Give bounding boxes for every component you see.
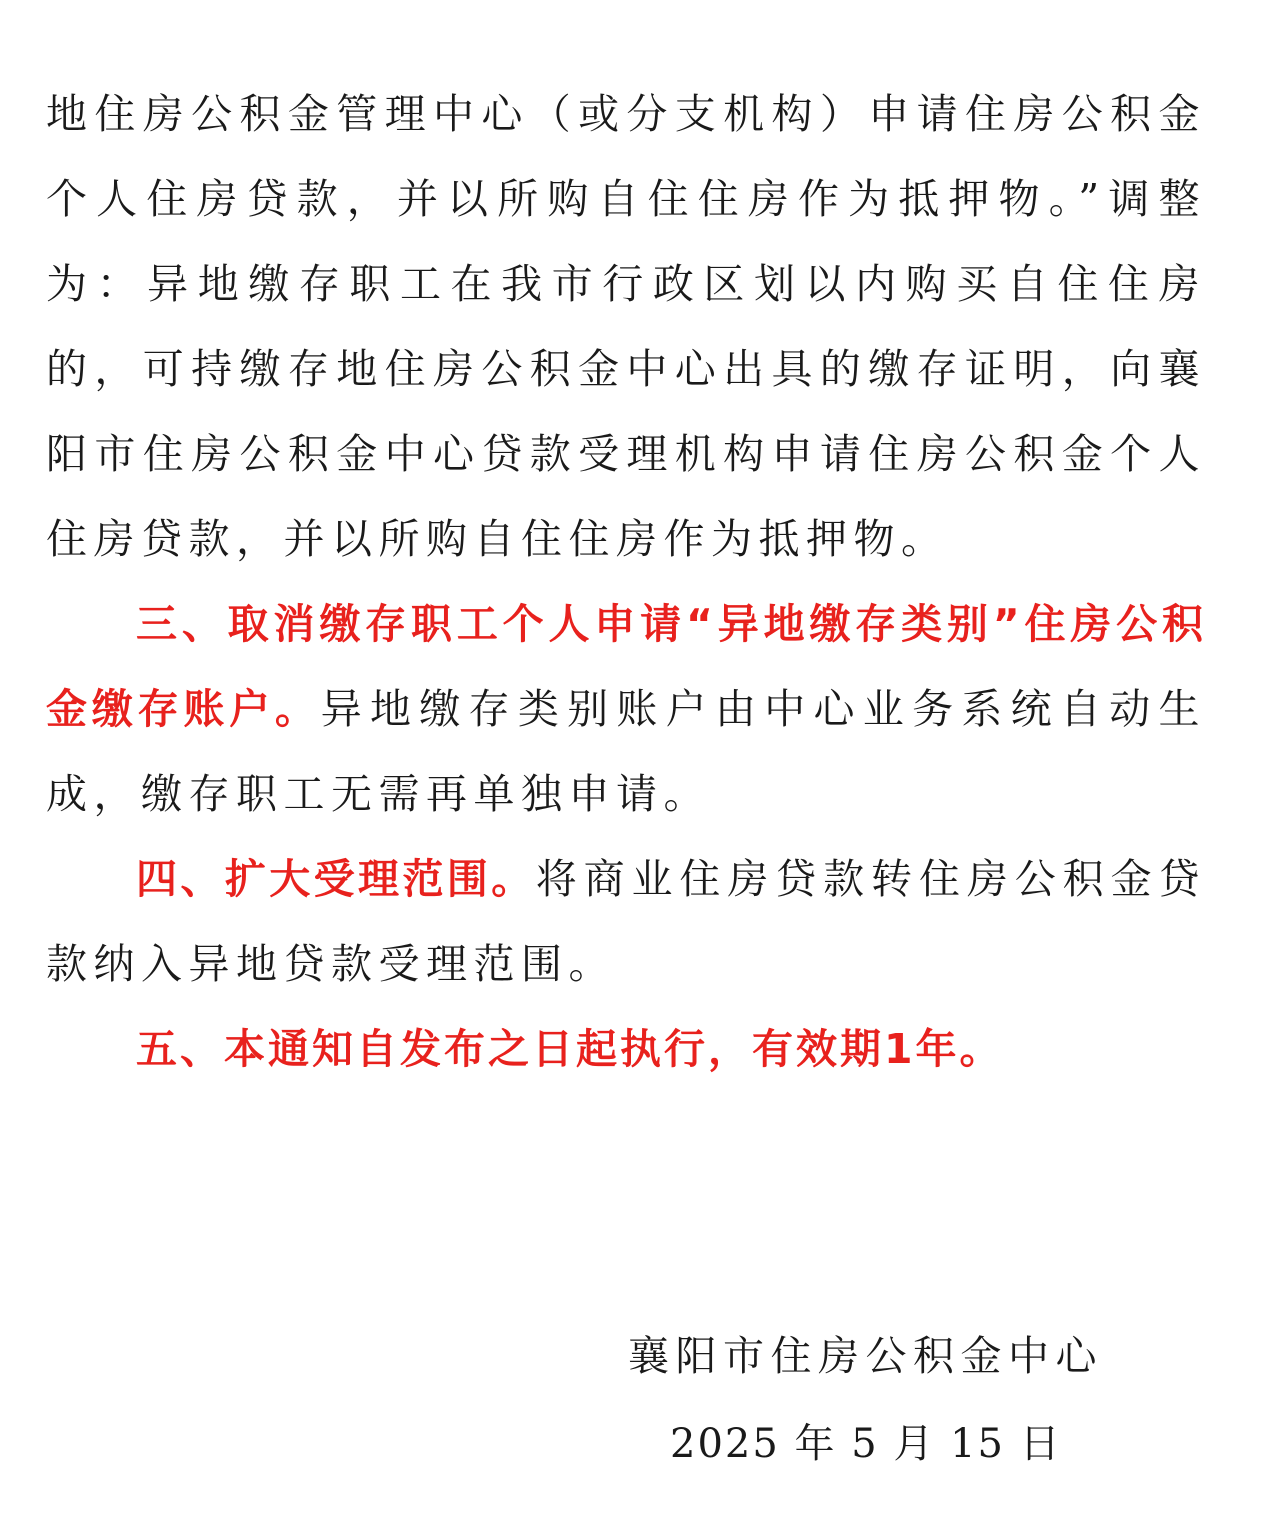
signature-organization: 襄阳市住房公积金中心 bbox=[628, 1332, 1103, 1380]
document-body bbox=[46, 72, 1206, 1092]
item-3-text: 异地缴存类别账户由中心业务系统自动生成，缴存职工无需再单独申请。 bbox=[46, 685, 1207, 818]
item-4-heading: 四、扩大受理范围。 bbox=[136, 855, 536, 903]
item-5-heading: 五、本通知自发布之日起执行，有效期1年。 bbox=[136, 1025, 1004, 1073]
item-4-text: 将商业住房贷款转住房公积金贷款纳入异地贷款受理范围。 bbox=[46, 855, 1207, 988]
paragraph-item-3 bbox=[46, 582, 1206, 837]
paragraph-loan-policy: 地住房公积金管理中心（或分支机构）申请住房公积金个人住房贷款，并以所购自住住房作为抵押物。”调整为：异地缴存职工在我市行政区划以内购买自住住房的，可持缴存地住房公积金中心出具的缴存证明，向襄阳市住房公积金中心贷款受理机构申请住房公积金个人住房贷款，并以所购自住住房作为抵押物。 bbox=[46, 90, 1206, 563]
paragraph-item-4 bbox=[46, 837, 1206, 1007]
paragraph-item-5 bbox=[46, 1007, 1206, 1092]
signature-date: 2025 年 5 月 15 日 bbox=[670, 1421, 1062, 1467]
item-3-heading: 三、取消缴存职工个人申请“异地缴存类别”住房公积金缴存账户。 bbox=[46, 600, 1206, 733]
